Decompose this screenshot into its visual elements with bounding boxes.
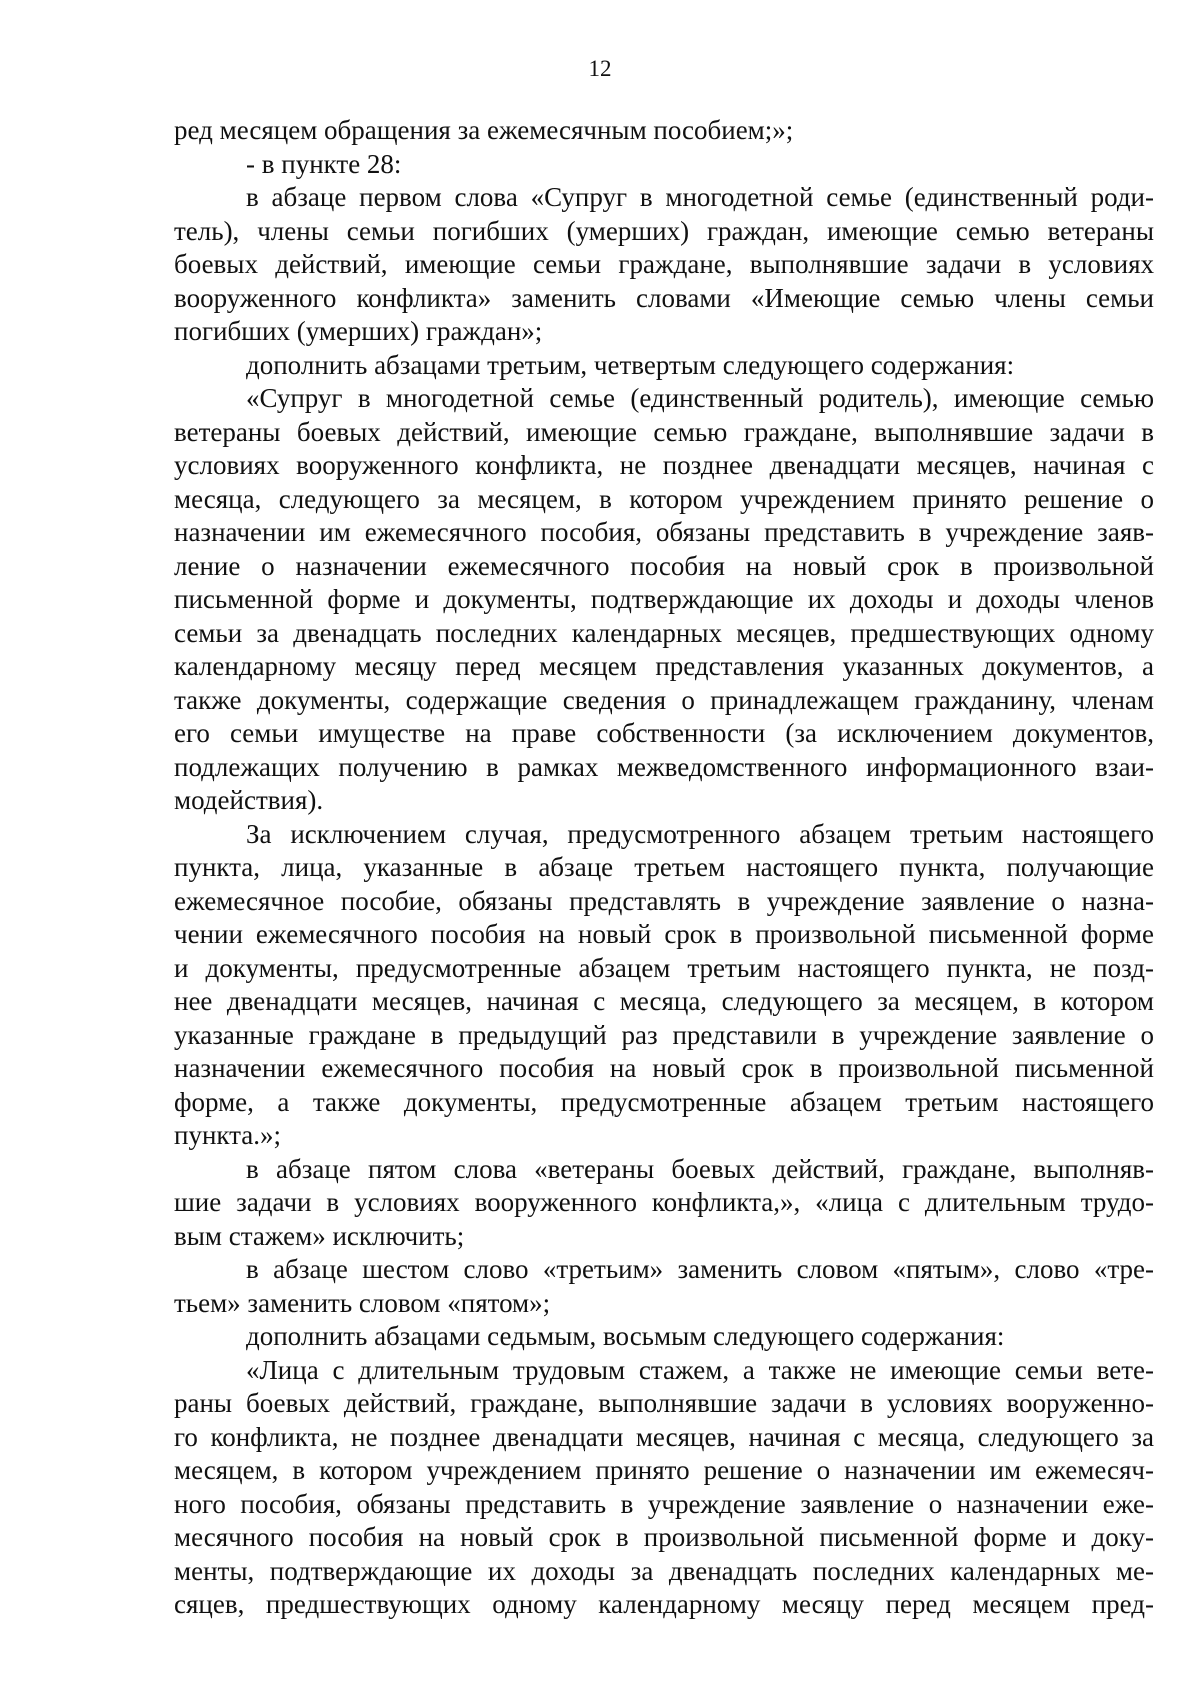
text-line: модействия). [174, 785, 324, 815]
text-line: и документы, предусмотренные абзацем третьим настоящего пункта, не позд- [174, 952, 1154, 983]
text-line: тьем» заменить словом «пятом»; [174, 1287, 551, 1318]
text-line: пункта.»; [174, 1120, 282, 1150]
text-line: ежемесячное пособие, обязаны представлять в учреждение заявление о назна- [174, 885, 1154, 916]
text-line: семьи за двенадцать последних календарных месяцев, предшествующих одному [174, 617, 1154, 648]
text-line: За исключением случая, предусмотренного абзацем третьим настоящего [246, 818, 1154, 849]
text-line: месяцем, в котором учреждением принято решение о назначении им ежемесяч- [174, 1455, 1154, 1485]
text-line: условиях вооруженного конфликта, не позднее двенадцати месяцев, начиная с [174, 450, 1154, 480]
text-line: ного пособия, обязаны представить в учреждение заявление о назначении еже- [174, 1488, 1154, 1519]
text-line: календарному месяцу перед месяцем представления указанных документов, а [174, 651, 1154, 681]
text-line: указанные граждане в предыдущий раз представили в учреждение заявление о [174, 1019, 1154, 1050]
text-line: пункта, лица, указанные в абзаце третьем настоящего пункта, получающие [174, 852, 1154, 882]
text-line: «Лица с длительным трудовым стажем, а также не имеющие семьи вете- [246, 1354, 1154, 1385]
text-line: ление о назначении ежемесячного пособия на новый срок в произвольной [174, 550, 1154, 581]
text-line: месячного пособия на новый срок в произвольной письменной форме и доку- [174, 1522, 1154, 1552]
text-line: назначении им ежемесячного пособия, обязаны представить в учреждение заяв- [174, 517, 1154, 547]
text-line: шие задачи в условиях вооруженного конфликта,», «лица с длительным трудо- [174, 1187, 1154, 1217]
document-body [174, 114, 1154, 1622]
text-line: погибших (умерших) граждан»; [174, 316, 543, 346]
text-line: подлежащих получению в рамках межведомственного информационного взаи- [174, 751, 1154, 782]
text-line: тель), члены семьи погибших (умерших) граждан, имеющие семью ветераны [174, 215, 1154, 246]
text-line: дополнить абзацами третьим, четвертым следующего содержания: [246, 349, 1015, 380]
text-line: в абзаце первом слова «Супруг в многодетной семье (единственный роди- [246, 182, 1154, 212]
text-line: месяца, следующего за месяцем, в котором учреждением принято решение о [174, 483, 1154, 514]
text-line: вым стажем» исключить; [174, 1220, 465, 1251]
text-line: «Супруг в многодетной семье (единственный родитель), имеющие семью [246, 383, 1154, 413]
text-line: - в пункте 28: [246, 148, 402, 179]
text-line: боевых действий, имеющие семьи граждане, выполнявшие задачи в условиях [174, 249, 1154, 279]
text-line: письменной форме и документы, подтверждающие их доходы и доходы членов [174, 584, 1154, 614]
text-line: ветераны боевых действий, имеющие семью граждане, выполнявшие задачи в [174, 416, 1154, 447]
text-line: сяцев, предшествующих одному календарному месяцу перед месяцем пред- [174, 1589, 1154, 1619]
text-line: дополнить абзацами седьмым, восьмым следующего содержания: [246, 1321, 1005, 1351]
text-line: вооруженного конфликта» заменить словами «Имеющие семью члены семьи [174, 282, 1154, 313]
text-line: его семьи имуществе на праве собственности (за исключением документов, [174, 718, 1154, 748]
text-line: ред месяцем обращения за ежемесячным пособием;»; [174, 115, 794, 145]
text-line: раны боевых действий, граждане, выполнявшие задачи в условиях вооруженно- [174, 1388, 1154, 1418]
page-number: 12 [588, 56, 612, 81]
text-line: в абзаце шестом слово «третьим» заменить словом «пятым», слово «тре- [246, 1254, 1154, 1284]
text-line: форме, а также документы, предусмотренные абзацем третьим настоящего [174, 1086, 1154, 1117]
text-line: назначении ежемесячного пособия на новый срок в произвольной письменной [174, 1053, 1154, 1083]
text-line: нее двенадцати месяцев, начиная с месяца, следующего за месяцем, в котором [174, 986, 1154, 1016]
text-line: менты, подтверждающие их доходы за двенадцать последних календарных ме- [174, 1555, 1154, 1586]
text-line: го конфликта, не позднее двенадцати месяцев, начиная с месяца, следующего за [174, 1421, 1154, 1452]
text-line: в абзаце пятом слова «ветераны боевых действий, граждане, выполняв- [246, 1153, 1154, 1184]
text-line: также документы, содержащие сведения о принадлежащем гражданину, членам [174, 684, 1154, 715]
text-line: чении ежемесячного пособия на новый срок в произвольной письменной форме [174, 919, 1154, 949]
